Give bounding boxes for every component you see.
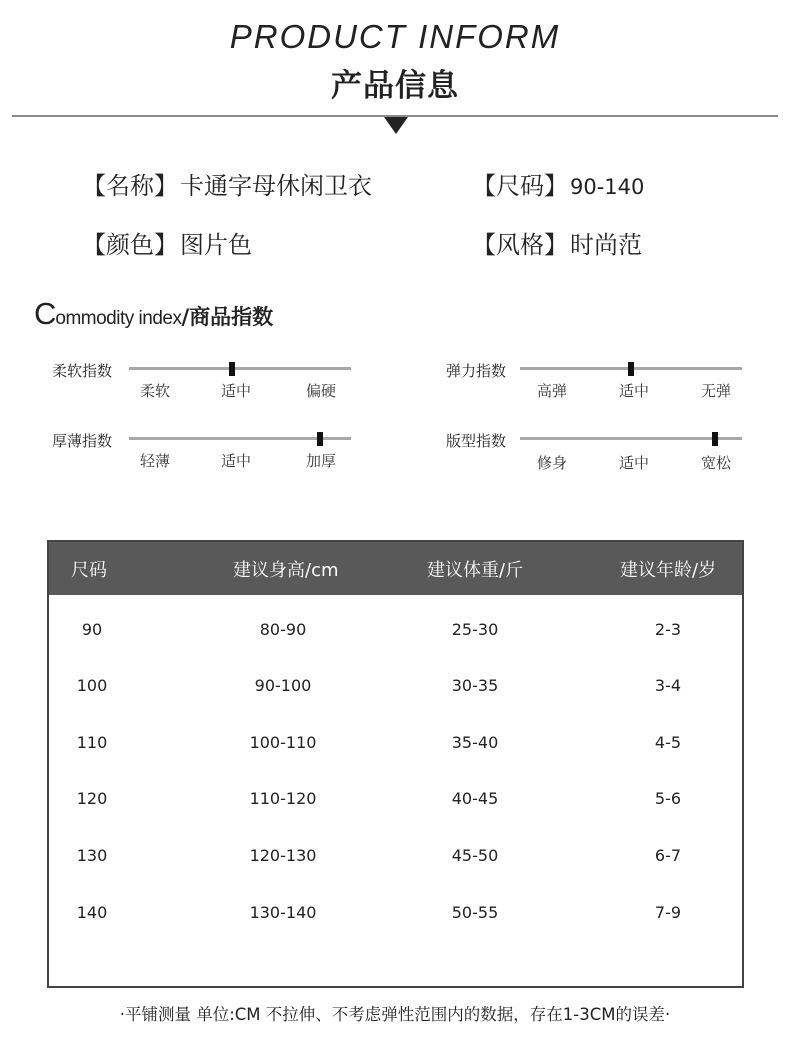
down-triangle-icon (384, 117, 408, 134)
cell-age: 5-6 (654, 789, 682, 808)
cell-height: 80-90 (259, 620, 307, 639)
index-softness-marker (229, 362, 235, 376)
index-elasticity-tick-2: 适中 (618, 382, 650, 400)
cell-height: 130-140 (249, 903, 317, 922)
index-softness-tick-1: 柔软 (139, 382, 171, 400)
info-color-value: 图片色 (180, 231, 252, 259)
index-elasticity-marker (628, 362, 634, 376)
index-elasticity-tick-1: 高弹 (536, 382, 568, 400)
index-fit-tick-2: 适中 (618, 454, 650, 472)
size-table (47, 540, 744, 988)
info-name (82, 166, 372, 201)
index-fit-label: 版型指数 (446, 432, 507, 450)
cell-weight: 35-40 (451, 733, 499, 752)
info-size-value: 90-140 (570, 175, 645, 199)
index-thickness-tick-2: 适中 (220, 452, 252, 470)
cell-height: 90-100 (254, 676, 312, 695)
cell-size: 130 (76, 846, 108, 865)
commodity-index-title-rest: ommodity index (55, 308, 182, 329)
cell-age: 3-4 (654, 676, 682, 695)
cell-size: 120 (76, 789, 108, 808)
index-softness-label: 柔软指数 (52, 362, 113, 380)
index-elasticity-label: 弹力指数 (446, 362, 507, 380)
commodity-index-title-cn: /商品指数 (181, 305, 274, 329)
info-size (472, 166, 644, 201)
index-softness-tick-3: 偏硬 (305, 382, 337, 400)
index-elasticity-tick-3: 无弹 (700, 382, 732, 400)
cell-weight: 25-30 (451, 620, 499, 639)
cell-weight: 50-55 (451, 903, 499, 922)
cell-weight: 40-45 (451, 789, 499, 808)
index-softness-track (129, 367, 351, 370)
commodity-index-title (34, 296, 273, 332)
cell-size: 110 (76, 733, 108, 752)
size-table-header (49, 542, 742, 595)
cell-height: 110-120 (249, 789, 317, 808)
index-fit-tick-3: 宽松 (700, 454, 732, 472)
cell-age: 4-5 (654, 733, 682, 752)
info-style-label: 【风格】 (472, 231, 568, 259)
index-thickness-label: 厚薄指数 (52, 432, 113, 450)
header-age: 建议年龄/岁 (620, 560, 717, 581)
cell-weight: 30-35 (451, 676, 499, 695)
index-thickness-marker (317, 432, 323, 446)
header-size: 尺码 (71, 560, 107, 581)
index-fit-track (520, 437, 742, 440)
info-name-label: 【名称】 (82, 172, 178, 200)
page-title-en: PRODUCT INFORM (229, 18, 561, 55)
cell-size: 100 (76, 676, 108, 695)
commodity-index-title-c: C (34, 296, 56, 331)
index-softness-tick-2: 适中 (220, 382, 252, 400)
index-fit-tick-1: 修身 (536, 454, 568, 472)
info-color (82, 225, 252, 260)
info-style (472, 225, 642, 260)
index-thickness-tick-1: 轻薄 (139, 452, 171, 470)
cell-age: 2-3 (654, 620, 682, 639)
cell-size: 140 (76, 903, 108, 922)
index-fit-marker (712, 432, 718, 446)
cell-height: 120-130 (249, 846, 317, 865)
cell-age: 6-7 (654, 846, 682, 865)
header-weight: 建议体重/斤 (427, 560, 524, 581)
cell-age: 7-9 (654, 903, 682, 922)
info-name-value: 卡通字母休闲卫衣 (180, 172, 372, 200)
index-thickness-tick-3: 加厚 (305, 452, 337, 470)
cell-height: 100-110 (249, 733, 317, 752)
page-title-cn: 产品信息 (331, 68, 459, 104)
cell-size: 90 (81, 620, 103, 639)
info-style-value: 时尚范 (570, 231, 642, 259)
info-color-label: 【颜色】 (82, 231, 178, 259)
cell-weight: 45-50 (451, 846, 499, 865)
header-height: 建议身高/cm (233, 560, 339, 581)
info-size-label: 【尺码】 (472, 172, 568, 200)
footnote: ·平铺测量 单位:CM 不拉伸、不考虑弹性范围内的数据，存在1-3CM的误差· (119, 1005, 671, 1024)
